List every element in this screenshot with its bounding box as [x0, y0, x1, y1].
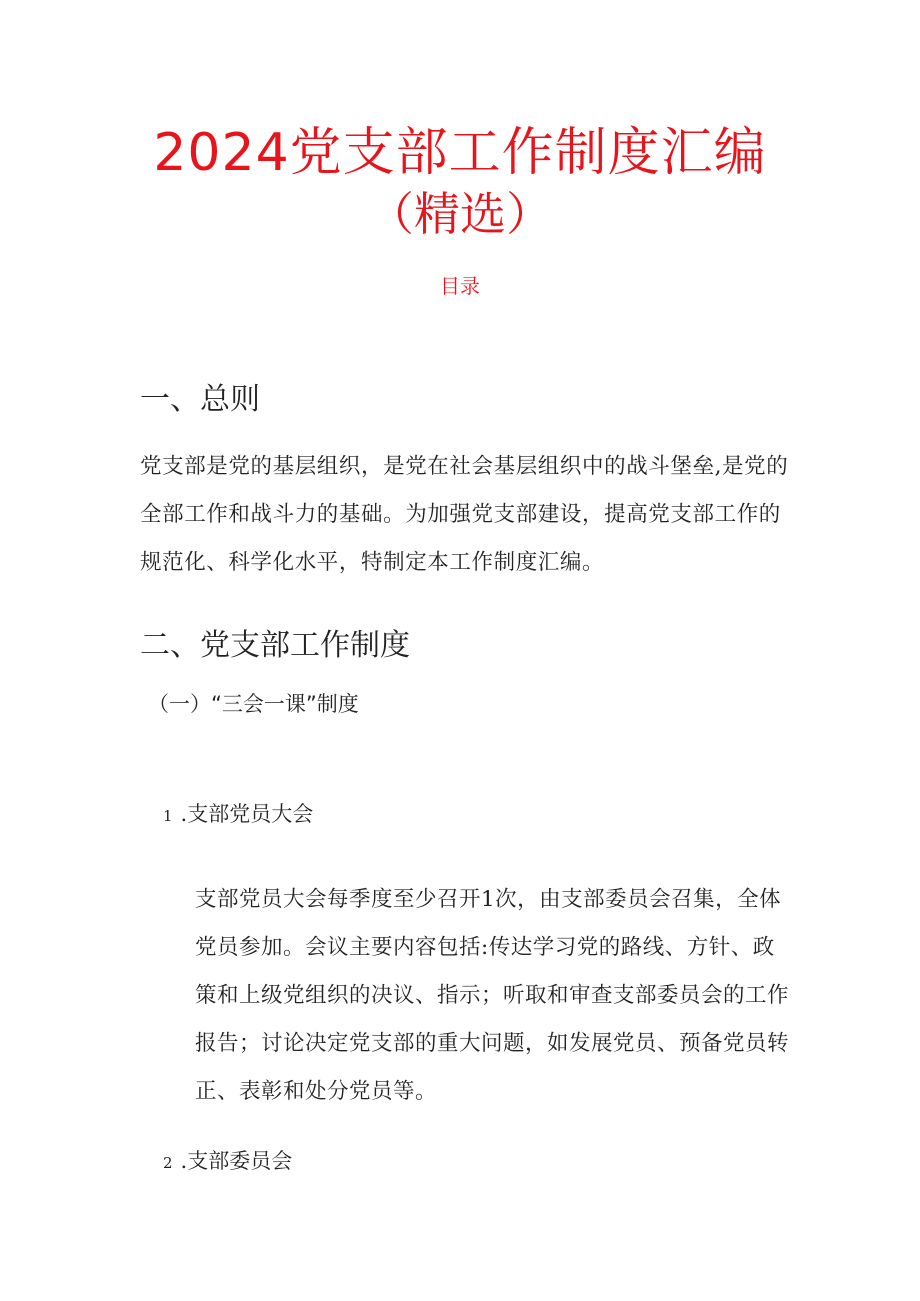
item-2-number: 2 [163, 1154, 173, 1172]
item-1-title: .支部党员大会 [180, 802, 314, 826]
item-2-title: .支部委员会 [180, 1149, 293, 1173]
section-1-heading: 一、总则 [140, 382, 260, 417]
item-2-heading [163, 1145, 292, 1175]
document-subtitle: （精选） [368, 187, 552, 241]
toc-label: 目录 [440, 274, 480, 298]
section-2-heading: 二、党支部工作制度 [140, 628, 410, 663]
item-1-number: 1 [163, 807, 173, 825]
section-1-body: 党支部是党的基层组织，是党在社会基层组织中的战斗堡垒,是党的全部工作和战斗力的基础。为加强党支部建设，提高党支部工作的规范化、科学化水平，特制定本工作制度汇编。 [140, 454, 789, 575]
document-title: 2024党支部工作制度汇编 [153, 123, 767, 183]
item-1-body: 支部党员大会每季度至少召开1次，由支部委员会召集，全体党员参加。会议主要内容包括:传达学习党的路线、方针、政策和上级党组织的决议、指示；听取和审查支部委员会的工作报告；讨论决定党支部的重大问题，如发展党员、预备党员转正、表彰和处分党员等。 [195, 887, 790, 1104]
section-2-subheading: （一）“三会一课”制度 [148, 692, 359, 716]
item-1-heading [163, 798, 313, 828]
